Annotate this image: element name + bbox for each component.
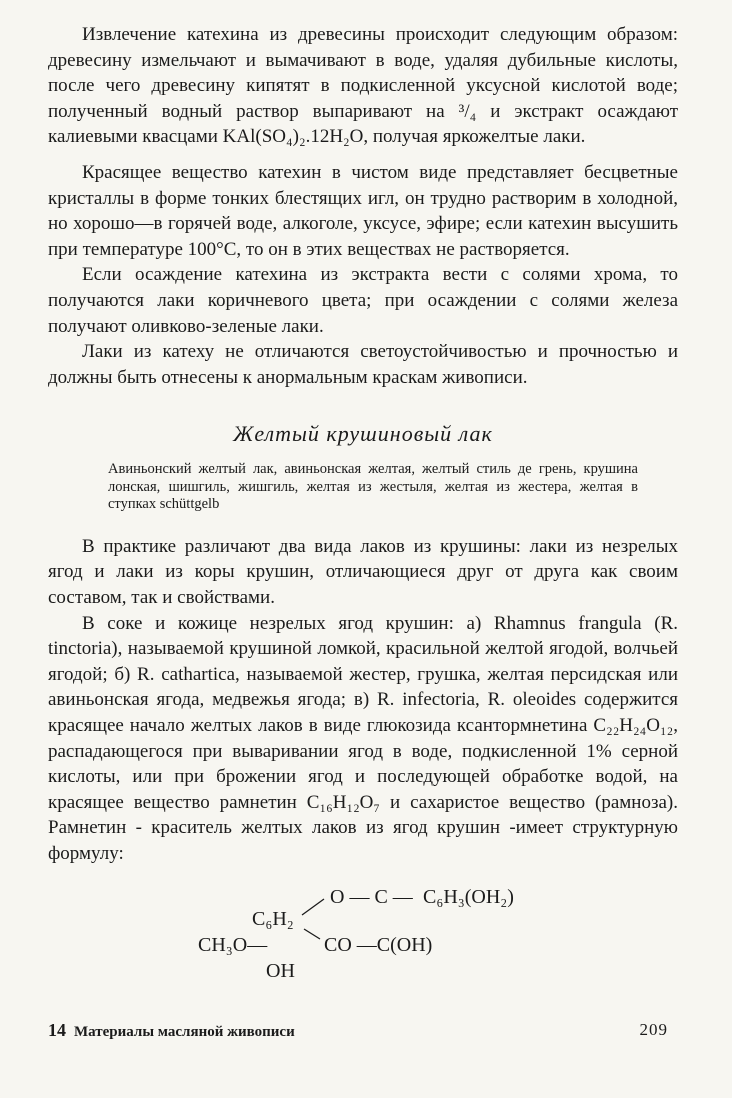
formula-top-right-group: C₆H₃(OH₂) bbox=[423, 885, 514, 908]
formula-left-group: CH₃O— bbox=[198, 933, 268, 956]
paragraph-lightfastness: Лаки из катеху не отличаются светоустойчивостью и прочностью и должны быть отнесены к анормальным краскам живописи. bbox=[48, 341, 678, 388]
formula-top-left: O — C — bbox=[330, 885, 413, 908]
paragraph-catechin-extraction: Извлечение катехина из древесины происходит следующим образом: древесину измельчают и вымачивают в воде, удаляя дубильные кислоты, после чего древесину кипятят в подкисленной уксусной кислотой воде; полученный водный раствор выпаривают на ³/₄ и экстракт осаждают калиевыми квасцами KAl(SO₄)₂.12H₂O, получая яркожелтые лаки. bbox=[48, 24, 678, 148]
paragraph-catechin-properties: Красящее вещество катехин в чистом виде представляет бесцветные кристаллы в форме тонких блестящих игл, он трудно растворим в холодной, но хорошо—в горячей воде, алкоголе, уксусе, эфире; если катехин высушить при температуре 100°C, то он в этих веществах не растворяется. bbox=[48, 161, 678, 260]
section-synonyms: Авиньонский желтый лак, авиньонская желтая, желтый стиль де грень, крушина лонская, шишгиль, жишгиль, желтая из жестыля, желтая из жестера, желтая в ступках schüttgelb bbox=[108, 461, 638, 513]
page-content bbox=[48, 22, 678, 989]
signature-text: Материалы масляной живописи bbox=[74, 1024, 295, 1040]
signature-number: 14 bbox=[48, 1020, 66, 1040]
formula-bottom-right: CO —C(OH) bbox=[324, 933, 433, 956]
formula-bottom: OH bbox=[266, 959, 295, 982]
page-footer bbox=[48, 1020, 678, 1044]
paragraph-two-kinds: В практике различают два вида лаков из крушины: лаки из незрелых ягод и лаки из коры крушин, отличающиеся друг от друга как своим составом, так и свойствами. bbox=[48, 535, 678, 608]
formula-ring: C₆H₂ bbox=[252, 907, 294, 930]
signature-mark bbox=[48, 1020, 295, 1041]
section-title: Желтый крушиновый лак bbox=[233, 421, 493, 447]
rhamnetin-structural-formula bbox=[48, 877, 678, 989]
page-number: 209 bbox=[639, 1020, 668, 1039]
paragraph-rhamnus-berries: В соке и кожице незрелых ягод крушин: а) Rhamnus frangula (R. tinctoria), называемой крушиной ломкой, красильной желтой ягодой, волчьей ягодой; б) R. cathartica, называемой жестер, грушка, желтая персидская или авиньонская ягода, медвежья ягода; в) R. infectoria, R. oleoides содержится красящее начало желтых лаков в виде глюкозида ксантормнетина C₂₂H₂₄O₁₂, распадающегося при вываривании ягод в воде, подкисленной 1% серной кислоты, или при брожении ягод и последующей обработке водой, на красящее вещество рамнетин C₁₆H₁₂O₇ и сахаристое вещество (рамноза). Рамнетин - краситель желтых лаков из ягод крушин -имеет структурную формулу: bbox=[48, 612, 678, 864]
paragraph-chrome-iron-salts: Если осаждение катехина из экстракта вести с солями хрома, то получаются лаки коричневого цвета; при осаждении с солями железа получают оливково-зеленые лаки. bbox=[48, 264, 678, 337]
